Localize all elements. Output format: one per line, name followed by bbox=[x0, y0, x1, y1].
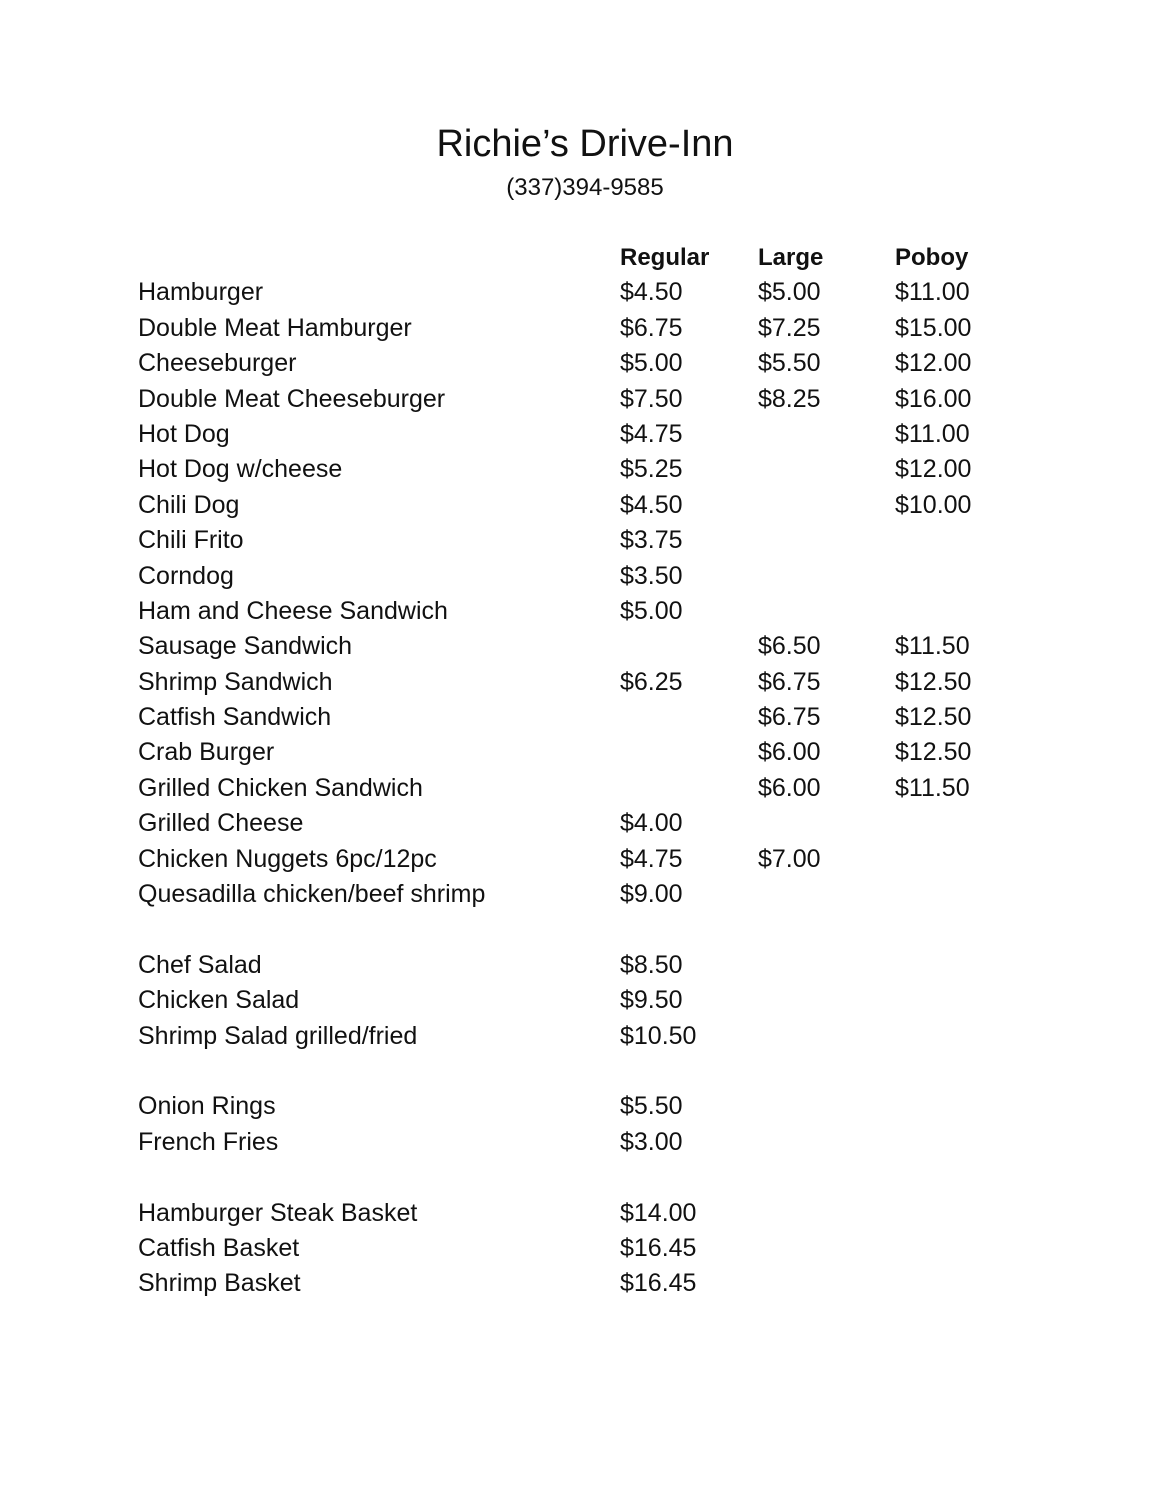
menu-item-row bbox=[138, 382, 1038, 417]
menu-item-name: Double Meat Cheeseburger bbox=[138, 384, 446, 413]
menu-item-name: Cheeseburger bbox=[138, 349, 297, 378]
menu-item-row bbox=[138, 1196, 1038, 1231]
menu-item-price-regular: $6.75 bbox=[620, 313, 683, 342]
menu-item-price-poboy: $12.50 bbox=[895, 667, 972, 696]
menu-item-name: Crab Burger bbox=[138, 738, 275, 767]
menu-item-row bbox=[138, 842, 1038, 877]
menu-item-price-regular: $5.00 bbox=[620, 596, 683, 625]
menu-item-price-regular: $5.00 bbox=[620, 349, 683, 378]
menu-item-price-large: $5.00 bbox=[758, 278, 821, 307]
menu-item-name: Ham and Cheese Sandwich bbox=[138, 596, 448, 625]
menu-item-name: Double Meat Hamburger bbox=[138, 313, 412, 342]
menu-item-row bbox=[138, 1125, 1038, 1160]
menu-item-price-large: $8.25 bbox=[758, 384, 821, 413]
menu-item-price-large: $5.50 bbox=[758, 349, 821, 378]
menu-item-row bbox=[138, 488, 1038, 523]
menu-item-price-poboy: $11.00 bbox=[895, 419, 970, 448]
menu-item-name: Hamburger bbox=[138, 278, 264, 307]
menu-item-name: Catfish Sandwich bbox=[138, 703, 332, 732]
menu-item-row bbox=[138, 311, 1038, 346]
menu-item-price-regular: $5.50 bbox=[620, 1092, 683, 1121]
menu-item-name: Hamburger Steak Basket bbox=[138, 1198, 418, 1227]
menu-item-row bbox=[138, 1019, 1038, 1054]
menu-item-price-regular: $3.00 bbox=[620, 1127, 683, 1156]
menu-item-price-regular: $4.00 bbox=[620, 809, 683, 838]
menu-item-price-large: $6.75 bbox=[758, 703, 821, 732]
menu-item-row bbox=[138, 559, 1038, 594]
menu-item-price-regular: $16.45 bbox=[620, 1233, 697, 1262]
menu-item-name: Grilled Chicken Sandwich bbox=[138, 773, 423, 802]
menu-item-price-poboy: $12.00 bbox=[895, 455, 972, 484]
menu-item-price-regular: $4.50 bbox=[620, 278, 683, 307]
menu-item-price-poboy: $16.00 bbox=[895, 384, 972, 413]
menu-item-name: Catfish Basket bbox=[138, 1233, 300, 1262]
menu-item-price-poboy: $11.00 bbox=[895, 278, 970, 307]
menu-item-name: Chili Dog bbox=[138, 490, 240, 519]
menu-item-row bbox=[138, 523, 1038, 558]
section-spacer bbox=[138, 1160, 1038, 1195]
menu-item-name: Shrimp Basket bbox=[138, 1269, 301, 1298]
menu-item-price-poboy: $15.00 bbox=[895, 313, 972, 342]
menu-item-price-regular: $8.50 bbox=[620, 950, 683, 979]
column-header-poboy: Poboy bbox=[895, 244, 969, 271]
menu-item-price-regular: $16.45 bbox=[620, 1269, 697, 1298]
menu-item-name: Sausage Sandwich bbox=[138, 632, 353, 661]
menu-item-price-large: $6.50 bbox=[758, 632, 821, 661]
phone-number: (337)394-9585 bbox=[506, 174, 664, 201]
menu-item-name: Quesadilla chicken/beef shrimp bbox=[138, 880, 486, 909]
menu-item-price-large: $6.00 bbox=[758, 773, 821, 802]
menu-item-name: Hot Dog w/cheese bbox=[138, 455, 343, 484]
menu-item-row bbox=[138, 346, 1038, 381]
menu-item-price-poboy: $10.00 bbox=[895, 490, 972, 519]
menu-item-price-regular: $7.50 bbox=[620, 384, 683, 413]
menu-item-price-poboy: $11.50 bbox=[895, 632, 970, 661]
menu-item-row bbox=[138, 877, 1038, 912]
menu-item-name: French Fries bbox=[138, 1127, 279, 1156]
menu-item-row bbox=[138, 594, 1038, 629]
menu-item-price-poboy: $12.50 bbox=[895, 738, 972, 767]
column-header-large: Large bbox=[758, 244, 824, 271]
menu-item-price-regular: $4.75 bbox=[620, 844, 683, 873]
menu-item-name: Shrimp Salad grilled/fried bbox=[138, 1021, 418, 1050]
menu-item-row bbox=[138, 629, 1038, 664]
menu-item-name: Chicken Salad bbox=[138, 986, 300, 1015]
menu-item-row bbox=[138, 417, 1038, 452]
menu-item-row bbox=[138, 1231, 1038, 1266]
menu-item-row bbox=[138, 771, 1038, 806]
menu-item-name: Grilled Cheese bbox=[138, 809, 304, 838]
menu-item-price-regular: $6.25 bbox=[620, 667, 683, 696]
menu-item-row bbox=[138, 735, 1038, 770]
menu-item-row bbox=[138, 983, 1038, 1018]
menu-item-price-regular: $4.50 bbox=[620, 490, 683, 519]
menu-item-name: Chef Salad bbox=[138, 950, 262, 979]
column-header-regular: Regular bbox=[620, 244, 710, 271]
restaurant-name: Richie’s Drive-Inn bbox=[436, 123, 734, 165]
section-spacer bbox=[138, 1054, 1038, 1089]
section-spacer bbox=[138, 912, 1038, 947]
menu-item-price-regular: $5.25 bbox=[620, 455, 683, 484]
menu-item-name: Corndog bbox=[138, 561, 234, 590]
menu-item-row bbox=[138, 700, 1038, 735]
menu-item-row bbox=[138, 452, 1038, 487]
menu-item-name: Shrimp Sandwich bbox=[138, 667, 333, 696]
menu-table bbox=[138, 240, 1038, 1302]
column-header-row bbox=[138, 240, 1038, 275]
menu-item-price-regular: $4.75 bbox=[620, 419, 683, 448]
menu-item-price-large: $6.75 bbox=[758, 667, 821, 696]
menu-item-row bbox=[138, 948, 1038, 983]
menu-item-price-regular: $3.50 bbox=[620, 561, 683, 590]
menu-item-row bbox=[138, 1266, 1038, 1301]
menu-item-row bbox=[138, 806, 1038, 841]
menu-item-price-large: $7.00 bbox=[758, 844, 821, 873]
menu-item-row bbox=[138, 665, 1038, 700]
menu-item-price-regular: $14.00 bbox=[620, 1198, 697, 1227]
menu-item-name: Chili Frito bbox=[138, 526, 244, 555]
menu-item-price-regular: $10.50 bbox=[620, 1021, 697, 1050]
menu-item-price-large: $7.25 bbox=[758, 313, 821, 342]
menu-item-price-poboy: $11.50 bbox=[895, 773, 970, 802]
menu-item-price-regular: $9.00 bbox=[620, 880, 683, 909]
menu-item-row bbox=[138, 275, 1038, 310]
menu-item-row bbox=[138, 1089, 1038, 1124]
menu-item-price-large: $6.00 bbox=[758, 738, 821, 767]
menu-item-name: Hot Dog bbox=[138, 419, 230, 448]
menu-item-price-regular: $3.75 bbox=[620, 526, 683, 555]
menu-item-name: Chicken Nuggets 6pc/12pc bbox=[138, 844, 437, 873]
menu-item-price-regular: $9.50 bbox=[620, 986, 683, 1015]
menu-item-price-poboy: $12.50 bbox=[895, 703, 972, 732]
menu-item-name: Onion Rings bbox=[138, 1092, 276, 1121]
menu-item-price-poboy: $12.00 bbox=[895, 349, 972, 378]
